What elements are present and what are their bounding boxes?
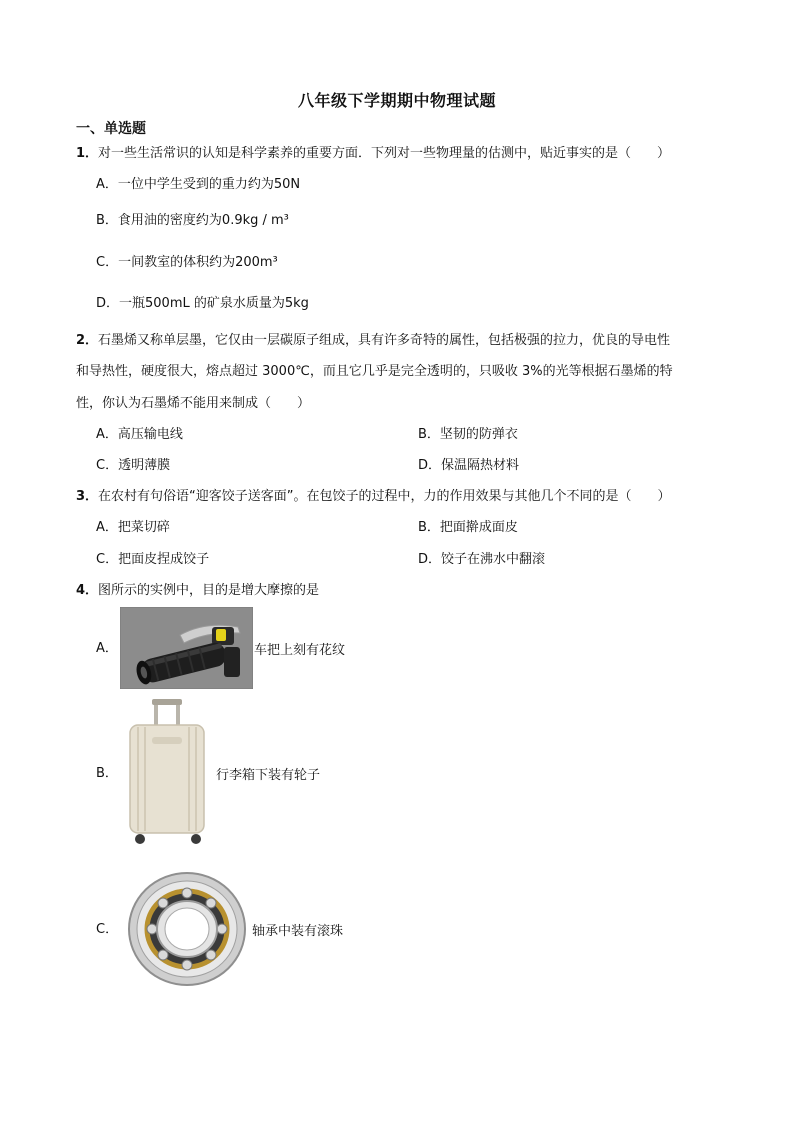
q3-option-b: B．把面擀成面皮 [418, 520, 518, 535]
ball-bearing-image [125, 870, 249, 988]
q2-option-c: C．透明薄膜 [96, 458, 171, 473]
q4-option-b-text: 行李箱下装有轮子 [216, 768, 321, 783]
question-number: 1． [76, 146, 99, 161]
question-number: 4． [76, 583, 99, 598]
q2-option-b: B．坚韧的防弹衣 [418, 427, 518, 442]
question-stem: 图所示的实例中，目的是增大摩擦的是 [98, 583, 320, 598]
handlebar-grip-image [120, 607, 253, 689]
q1-option-c: C．一间教室的体积约为200m³ [96, 255, 278, 270]
question-1 [76, 145, 670, 163]
suitcase-image [120, 697, 214, 847]
q3-option-c: C．把面皮捏成饺子 [96, 552, 210, 567]
q4-option-c-label: C． [96, 922, 119, 937]
question-stem-line-1: 石墨烯又称单层墨，它仅由一层碳原子组成，具有许多奇特的属性，包括极强的拉力，优良的导电性 [98, 333, 671, 348]
q4-option-b-label: B． [96, 766, 118, 781]
q2-option-a: A．高压输电线 [96, 427, 183, 442]
q1-option-a: A．一位中学生受到的重力约为50N [96, 177, 301, 192]
q4-option-a-label: A． [96, 641, 118, 656]
q4-option-a-text: 车把上刻有花纹 [254, 643, 346, 658]
question-stem: 对一些生活常识的认知是科学素养的重要方面．下列对一些物理量的估测中，贴近事实的是（ ） [98, 146, 671, 161]
question-4 [76, 582, 319, 600]
q3-option-a: A．把菜切碎 [96, 520, 170, 535]
q2-option-d: D．保温隔热材料 [418, 458, 520, 473]
q1-option-d: D．一瓶500mL 的矿泉水质量为5kg [96, 296, 309, 311]
question-number: 3． [76, 489, 99, 504]
question-stem-line-3: 性，你认为石墨烯不能用来制成（ ） [76, 396, 311, 411]
question-stem: 在农村有句俗语“迎客饺子送客面”。在包饺子的过程中，力的作用效果与其他几个不同的是（ ） [98, 489, 671, 504]
question-number: 2． [76, 333, 99, 348]
q1-option-b: B．食用油的密度约为0.9kg / m³ [96, 213, 289, 228]
question-2 [76, 332, 670, 350]
page-title: 八年级下学期期中物理试题 [297, 91, 496, 110]
question-3 [76, 488, 671, 506]
question-stem-line-2: 和导热性，硬度很大，熔点超过 3000℃，而且它几乎是完全透明的，只吸收 3%的光等根据石墨烯的特 [76, 364, 673, 379]
q4-option-c-text: 轴承中装有滚珠 [252, 924, 344, 939]
q3-option-d: D．饺子在沸水中翻滚 [418, 552, 546, 567]
section-heading: 一、单选题 [76, 121, 146, 137]
